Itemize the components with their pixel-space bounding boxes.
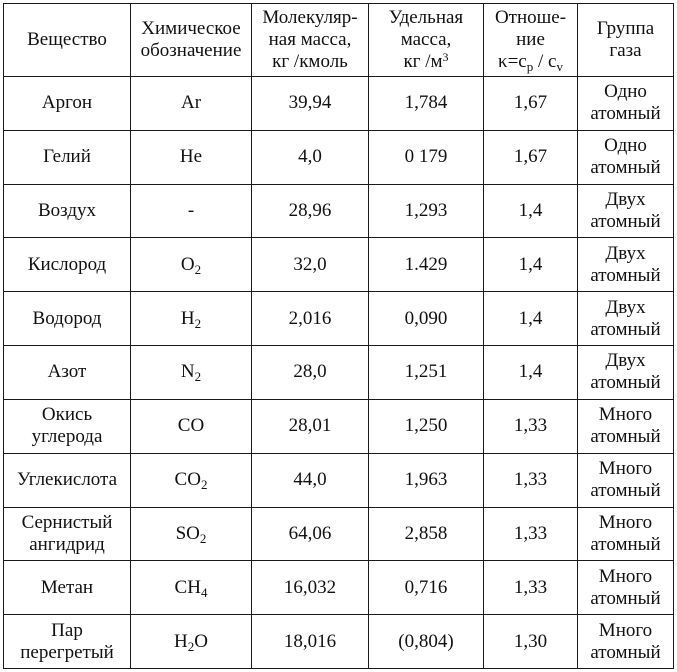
molar-mass-value: 28,96 bbox=[288, 200, 332, 222]
header-group: Группа газа bbox=[578, 4, 674, 77]
cell-density bbox=[369, 615, 484, 669]
cell-substance bbox=[4, 346, 131, 400]
ratio-value: 1,67 bbox=[513, 92, 548, 114]
group-line: атомный bbox=[590, 426, 661, 448]
cell-ratio bbox=[484, 561, 578, 615]
cell-formula bbox=[131, 346, 252, 400]
density-value: 1,293 bbox=[404, 200, 448, 222]
cell-molar-mass bbox=[252, 399, 369, 453]
molar-mass-value: 28,0 bbox=[293, 361, 327, 383]
cell-density bbox=[369, 184, 484, 238]
cell-group bbox=[578, 184, 674, 238]
cell-formula bbox=[131, 238, 252, 292]
molar-mass-value: 28,01 bbox=[288, 415, 332, 437]
density-value: 0 179 bbox=[404, 146, 448, 168]
cell-density bbox=[369, 292, 484, 346]
group-line: атомный bbox=[590, 533, 661, 555]
cell-ratio bbox=[484, 77, 578, 131]
substance-name-line: Пар bbox=[51, 619, 83, 641]
molar-mass-value: 16,032 bbox=[283, 576, 337, 598]
ratio-value: 1,4 bbox=[518, 253, 543, 275]
group-line: Двух bbox=[605, 189, 646, 211]
cell-ratio bbox=[484, 346, 578, 400]
substance-name-line: Гелий bbox=[43, 146, 91, 168]
group-line: атомный bbox=[590, 264, 661, 286]
group-line: Двух bbox=[605, 296, 646, 318]
formula-tail: O bbox=[194, 630, 208, 652]
ratio-value: 1,67 bbox=[513, 146, 548, 168]
group-line: Двух bbox=[605, 242, 646, 264]
group-line: Двух bbox=[605, 350, 646, 372]
table-row bbox=[4, 238, 674, 292]
formula-base: H bbox=[180, 307, 195, 329]
cell-density bbox=[369, 130, 484, 184]
header-molar-mass: Молекуляр- ная масса, кг /кмоль bbox=[252, 4, 369, 77]
table-row bbox=[4, 292, 674, 346]
cell-substance bbox=[4, 184, 131, 238]
ratio-value: 1,33 bbox=[513, 415, 548, 437]
formula-subscript: 4 bbox=[200, 584, 208, 600]
cell-substance bbox=[4, 77, 131, 131]
header-row bbox=[4, 4, 674, 77]
group-line: атомный bbox=[590, 587, 661, 609]
substance-name-line: перегретый bbox=[20, 641, 114, 663]
formula-base: Ar bbox=[180, 92, 202, 114]
substance-name-line: Водород bbox=[32, 307, 102, 329]
header-density: Удельная масса, кг $/м^3$ bbox=[369, 4, 484, 77]
density-value: 0,716 bbox=[404, 576, 448, 598]
substance-name-line: Кислород bbox=[27, 253, 107, 275]
ratio-value: 1,33 bbox=[513, 469, 548, 491]
cell-substance bbox=[4, 561, 131, 615]
cell-molar-mass bbox=[252, 238, 369, 292]
cell-ratio bbox=[484, 453, 578, 507]
cell-molar-mass bbox=[252, 184, 369, 238]
substance-name-line: ангидрид bbox=[29, 533, 105, 555]
formula-base: N bbox=[180, 361, 195, 383]
substance-name-line: Сернистый bbox=[21, 511, 113, 533]
cell-molar-mass bbox=[252, 77, 369, 131]
cell-substance bbox=[4, 399, 131, 453]
substance-name-line: Воздух bbox=[37, 200, 96, 222]
cell-group bbox=[578, 238, 674, 292]
table-row bbox=[4, 507, 674, 561]
cell-molar-mass bbox=[252, 453, 369, 507]
formula-subscript: 2 bbox=[187, 638, 195, 654]
cell-formula bbox=[131, 561, 252, 615]
substance-name-line: Аргон bbox=[41, 92, 93, 114]
cell-formula bbox=[131, 292, 252, 346]
group-line: атомный bbox=[590, 641, 661, 663]
cell-group bbox=[578, 77, 674, 131]
group-line: атомный bbox=[590, 157, 661, 179]
table-row bbox=[4, 561, 674, 615]
formula-base: - bbox=[187, 200, 195, 222]
cell-molar-mass bbox=[252, 346, 369, 400]
group-line: Одно bbox=[604, 81, 647, 103]
group-line: атомный bbox=[590, 372, 661, 394]
ratio-value: 1,33 bbox=[513, 522, 548, 544]
table-body bbox=[4, 77, 674, 669]
cell-molar-mass bbox=[252, 292, 369, 346]
substance-name-line: Окись bbox=[41, 404, 93, 426]
group-line: атомный bbox=[590, 103, 661, 125]
formula-base: CO bbox=[174, 469, 201, 491]
formula-subscript: 2 bbox=[194, 369, 202, 385]
cell-ratio bbox=[484, 184, 578, 238]
table-row bbox=[4, 346, 674, 400]
molar-mass-value: 32,0 bbox=[293, 253, 327, 275]
molar-mass-value: 64,06 bbox=[288, 522, 332, 544]
cell-group bbox=[578, 615, 674, 669]
molar-mass-value: 4,0 bbox=[298, 146, 322, 168]
cell-group bbox=[578, 292, 674, 346]
cell-molar-mass bbox=[252, 130, 369, 184]
cell-group bbox=[578, 561, 674, 615]
cell-ratio bbox=[484, 130, 578, 184]
cell-molar-mass bbox=[252, 615, 369, 669]
formula-base: CH bbox=[174, 576, 201, 598]
group-line: атомный bbox=[590, 318, 661, 340]
ratio-value: 1,4 bbox=[518, 200, 543, 222]
table-row bbox=[4, 184, 674, 238]
gas-properties-table bbox=[3, 3, 674, 669]
cell-substance bbox=[4, 507, 131, 561]
cell-density bbox=[369, 238, 484, 292]
cell-density bbox=[369, 77, 484, 131]
substance-name-line: Метан bbox=[40, 576, 94, 598]
ratio-value: 1,4 bbox=[518, 361, 543, 383]
cell-density bbox=[369, 399, 484, 453]
cell-substance bbox=[4, 453, 131, 507]
group-line: Одно bbox=[604, 135, 647, 157]
cell-formula bbox=[131, 507, 252, 561]
ratio-value: 1,4 bbox=[518, 307, 543, 329]
cell-group bbox=[578, 507, 674, 561]
header-symbol: Химическое обозначение bbox=[131, 4, 252, 77]
cell-ratio bbox=[484, 292, 578, 346]
substance-name-line: Углекислота bbox=[16, 469, 118, 491]
cell-formula bbox=[131, 399, 252, 453]
cell-molar-mass bbox=[252, 561, 369, 615]
density-value: 1,963 bbox=[404, 469, 448, 491]
formula-base: He bbox=[179, 146, 203, 168]
molar-mass-value: 39,94 bbox=[288, 92, 332, 114]
formula-base: H bbox=[174, 630, 188, 652]
cell-formula bbox=[131, 453, 252, 507]
cell-density bbox=[369, 561, 484, 615]
cell-substance bbox=[4, 292, 131, 346]
density-value: 1,251 bbox=[404, 361, 448, 383]
cell-group bbox=[578, 399, 674, 453]
formula-subscript: 2 bbox=[194, 261, 202, 277]
density-value: 2,858 bbox=[404, 522, 448, 544]
formula-subscript: 2 bbox=[194, 315, 202, 331]
density-value: 1,784 bbox=[404, 92, 448, 114]
header-ratio: Отноше- ние $\kappa=c_p / c_v$ bbox=[484, 4, 578, 77]
molar-mass-value: 44,0 bbox=[293, 469, 327, 491]
group-line: Много bbox=[598, 458, 653, 480]
cell-density bbox=[369, 507, 484, 561]
group-line: Много bbox=[598, 565, 653, 587]
formula-base: O bbox=[180, 253, 195, 275]
cell-substance bbox=[4, 615, 131, 669]
table-row bbox=[4, 77, 674, 131]
density-value: (0,804) bbox=[398, 630, 454, 652]
group-line: Много bbox=[598, 619, 653, 641]
cell-ratio bbox=[484, 399, 578, 453]
cell-group bbox=[578, 346, 674, 400]
substance-name-line: Азот bbox=[47, 361, 87, 383]
group-line: Много bbox=[598, 511, 653, 533]
ratio-value: 1,33 bbox=[513, 576, 548, 598]
formula-base: CO bbox=[177, 415, 205, 437]
cell-formula bbox=[131, 615, 252, 669]
density-value: 1.429 bbox=[404, 253, 448, 275]
formula-subscript: 2 bbox=[200, 477, 208, 493]
group-line: атомный bbox=[590, 211, 661, 233]
cell-group bbox=[578, 453, 674, 507]
table-row bbox=[4, 453, 674, 507]
group-line: атомный bbox=[590, 480, 661, 502]
cell-formula bbox=[131, 77, 252, 131]
cell-formula bbox=[131, 130, 252, 184]
cell-ratio bbox=[484, 238, 578, 292]
table-row bbox=[4, 399, 674, 453]
substance-name-line: углерода bbox=[31, 426, 103, 448]
cell-substance bbox=[4, 130, 131, 184]
cell-substance bbox=[4, 238, 131, 292]
cell-formula bbox=[131, 184, 252, 238]
formula-base: SO bbox=[175, 522, 200, 544]
ratio-value: 1,30 bbox=[513, 630, 548, 652]
density-value: 1,250 bbox=[404, 415, 448, 437]
molar-mass-value: 2,016 bbox=[288, 307, 332, 329]
group-line: Много bbox=[598, 404, 653, 426]
density-value: 0,090 bbox=[404, 307, 448, 329]
cell-density bbox=[369, 453, 484, 507]
molar-mass-value: 18,016 bbox=[283, 630, 337, 652]
header-substance: Вещество bbox=[4, 4, 131, 77]
table-row bbox=[4, 615, 674, 669]
formula-subscript: 2 bbox=[199, 530, 207, 546]
cell-group bbox=[578, 130, 674, 184]
cell-ratio bbox=[484, 507, 578, 561]
table-row bbox=[4, 130, 674, 184]
cell-molar-mass bbox=[252, 507, 369, 561]
cell-density bbox=[369, 346, 484, 400]
cell-ratio bbox=[484, 615, 578, 669]
